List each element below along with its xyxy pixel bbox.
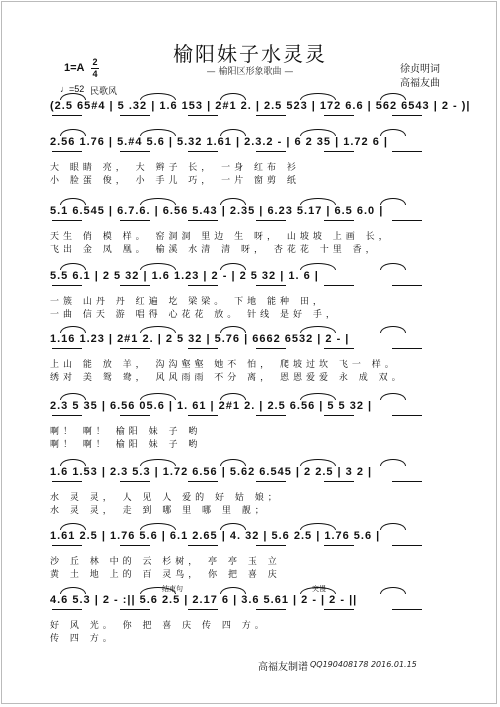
slur-mark	[300, 326, 336, 333]
key-signature: 1=A	[64, 62, 85, 74]
slur-mark	[220, 587, 246, 594]
beam-line	[120, 285, 150, 286]
slur-mark	[220, 93, 246, 100]
lyric-verse-2: 飞出 金 凤 凰。 榆溪 水清 清 呀， 杏花花 十里 香，	[50, 245, 379, 255]
lyric-verse-2: 小 脸蛋 俊， 小 手儿 巧， 一片 窗剪 纸	[50, 176, 300, 186]
notation-line: 1.6 1.53 | 2.3 5.3 | 1.72 6.56 | 5.62 6.545 | 2 2.5 | 3 2 |	[50, 466, 373, 478]
beam-line	[324, 285, 354, 286]
slur-mark	[60, 198, 86, 205]
slur-mark	[380, 263, 406, 270]
lyric-verse-2: 水 灵 灵， 走 到 哪 里 哪 里 靓；	[50, 506, 268, 516]
beam-line	[324, 115, 354, 116]
slur-mark	[60, 523, 86, 530]
beam-line	[120, 348, 150, 349]
song-title: 榆阳妹子水灵灵	[173, 42, 327, 66]
beam-line	[256, 415, 286, 416]
beam-line	[392, 348, 422, 349]
slur-mark	[300, 263, 336, 270]
slur-mark	[220, 523, 246, 530]
time-signature	[90, 58, 100, 79]
beam-line	[392, 151, 422, 152]
slur-mark	[140, 326, 176, 333]
slur-mark	[300, 393, 336, 400]
slur-mark	[300, 93, 336, 100]
beam-line	[256, 545, 286, 546]
beam-line	[188, 545, 218, 546]
slur-mark	[380, 587, 406, 594]
beam-line	[392, 285, 422, 286]
slur-mark	[380, 459, 406, 466]
lyric-verse-2: 一曲 信天 游 唱得 心花花 放。 针线 是好 手，	[50, 310, 339, 320]
notation-line: 2.3 5 35 | 6.56 05.6 | 1. 61 | 2#1 2. | 2.5 6.56 | 5 5 32 |	[50, 400, 373, 412]
beam-line	[188, 609, 218, 610]
notation-line: 4.6 5.3 | 2 - :|| 5.6 2.5 | 2.17 6 | 3.6 5.61 | 2 - | 2 - ||	[50, 594, 358, 606]
lyric-verse-1: 上山 能 放 羊， 沟沟壑壑 她不 怕， 爬坡过坎 飞一 样。	[50, 360, 398, 370]
meter-top: 2	[92, 57, 98, 67]
beam-line	[188, 481, 218, 482]
slur-mark	[380, 393, 406, 400]
beam-line	[52, 348, 82, 349]
contact-date: QQ190408178 2016.01.15	[310, 660, 417, 669]
beam-line	[392, 545, 422, 546]
beam-line	[120, 545, 150, 546]
meter-bottom: 4	[92, 69, 98, 79]
beam-line	[392, 609, 422, 610]
beam-line	[256, 220, 286, 221]
lyric-verse-2: 绣对 美 鸳 鸯， 风风雨雨 不分 离， 恩恩爱爱 永 成 双。	[50, 373, 405, 383]
slur-mark	[300, 459, 336, 466]
beam-line	[188, 415, 218, 416]
beam-line	[120, 481, 150, 482]
beam-line	[324, 481, 354, 482]
slur-mark	[380, 93, 406, 100]
beam-line	[120, 220, 150, 221]
ending-phrase-mark: 结束句	[162, 585, 183, 593]
lyric-verse-1: 一簇 山丹 丹 红遍 圪 梁梁。 下地 能种 田，	[50, 297, 326, 307]
slur-mark	[300, 129, 336, 136]
lyric-verse-1: 好 风 光。 你 把 喜 庆 传 四 方。	[50, 621, 268, 631]
lyric-verse-1: 大 眼睛 亮， 大 辫子 长， 一身 红布 衫	[50, 163, 300, 173]
beam-line	[188, 285, 218, 286]
slur-mark	[380, 129, 406, 136]
slur-mark	[140, 263, 176, 270]
beam-line	[324, 151, 354, 152]
beam-line	[256, 481, 286, 482]
beam-line	[120, 151, 150, 152]
beam-line	[52, 151, 82, 152]
slur-mark	[220, 326, 246, 333]
slur-mark	[220, 263, 246, 270]
lyricist-credit: 徐贞明词	[400, 64, 440, 75]
beam-line	[256, 285, 286, 286]
lyric-verse-1: 啊！ 啊！ 榆阳 妹 子 哟	[50, 427, 202, 437]
beam-line	[392, 481, 422, 482]
notation-line: 1.16 1.23 | 2#1 2. | 2 5 32 | 5.76 | 6662 6532 | 2 - |	[50, 333, 350, 345]
slur-mark	[140, 93, 176, 100]
notation-line: 5.1 6.545 | 6.7.6. | 6.56 5.43 | 2.35 | 6.23 5.17 | 6.5 6.0 |	[50, 205, 384, 217]
song-subtitle: — 榆阳区形象歌曲 —	[206, 67, 294, 77]
style-marking: 民歌风	[90, 87, 118, 97]
tempo-marking: ♩=52	[60, 84, 85, 94]
lyric-verse-2: 传 四 方。	[50, 634, 116, 644]
composer-credit: 高福友曲	[400, 78, 440, 89]
slur-mark	[380, 326, 406, 333]
notation-line: (2.5 65#4 | 5 .32 | 1.6 153 | 2#1 2. | 2.5 523 | 172 6.6 | 562 6543 | 2 - )|	[50, 100, 471, 112]
beam-line	[324, 545, 354, 546]
beam-line	[120, 415, 150, 416]
beam-line	[52, 545, 82, 546]
slur-mark	[60, 326, 86, 333]
notation-line: 5.5 6.1 | 2 5 32 | 1.6 1.23 | 2 - | 2 5 32 | 1. 6 |	[50, 270, 319, 282]
beam-line	[120, 115, 150, 116]
tempo-change-mark: 突慢	[312, 585, 326, 593]
beam-line	[324, 220, 354, 221]
beam-line	[52, 220, 82, 221]
beam-line	[392, 220, 422, 221]
slur-mark	[140, 459, 176, 466]
slur-mark	[60, 459, 86, 466]
slur-mark	[220, 393, 246, 400]
slur-mark	[60, 393, 86, 400]
beam-line	[324, 415, 354, 416]
beam-line	[324, 348, 354, 349]
score-maker: 高福友制谱	[258, 662, 308, 673]
beam-line	[256, 115, 286, 116]
beam-line	[392, 115, 422, 116]
beam-line	[52, 285, 82, 286]
lyric-verse-1: 沙 丘 林 中的 云 杉树， 亭 亭 玉 立	[50, 557, 281, 567]
slur-mark	[220, 129, 246, 136]
slur-mark	[60, 129, 86, 136]
beam-line	[52, 115, 82, 116]
beam-line	[392, 415, 422, 416]
beam-line	[188, 220, 218, 221]
lyric-verse-1: 水 灵 灵， 人 见 人 爱的 好 姑 娘；	[50, 493, 281, 503]
slur-mark	[60, 263, 86, 270]
slur-mark	[220, 459, 246, 466]
beam-line	[120, 609, 150, 610]
beam-line	[256, 348, 286, 349]
lyric-verse-2: 黄 土 地 上的 百 灵鸟， 你 把 喜 庆	[50, 570, 281, 580]
slur-mark	[380, 198, 406, 205]
lyric-verse-1: 天生 俏 模 样。 窑洞洞 里边 生 呀， 山坡坡 上画 长，	[50, 232, 392, 242]
beam-line	[52, 609, 82, 610]
beam-line	[52, 481, 82, 482]
notation-line: 2.56 1.76 | 5.#4 5.6 | 5.32 1.61 | 2.3.2 - | 6 2 35 | 1.72 6 |	[50, 136, 388, 148]
slur-mark	[140, 198, 176, 205]
beam-line	[52, 415, 82, 416]
slur-mark	[140, 523, 176, 530]
slur-mark	[380, 523, 406, 530]
beam-line	[256, 151, 286, 152]
slur-mark	[140, 129, 176, 136]
beam-line	[188, 348, 218, 349]
beam-line	[324, 609, 354, 610]
slur-mark	[140, 393, 176, 400]
slur-mark	[60, 587, 86, 594]
slur-mark	[300, 523, 336, 530]
slur-mark	[60, 93, 86, 100]
beam-line	[188, 151, 218, 152]
lyric-verse-2: 啊！ 啊！ 榆阳 妹 子 哟	[50, 440, 202, 450]
notation-line: 1.61 2.5 | 1.76 5.6 | 6.1 2.65 | 4. 32 | 5.6 2.5 | 1.76 5.6 |	[50, 530, 381, 542]
slur-mark	[300, 198, 336, 205]
beam-line	[256, 609, 286, 610]
slur-mark	[220, 198, 246, 205]
beam-line	[188, 115, 218, 116]
